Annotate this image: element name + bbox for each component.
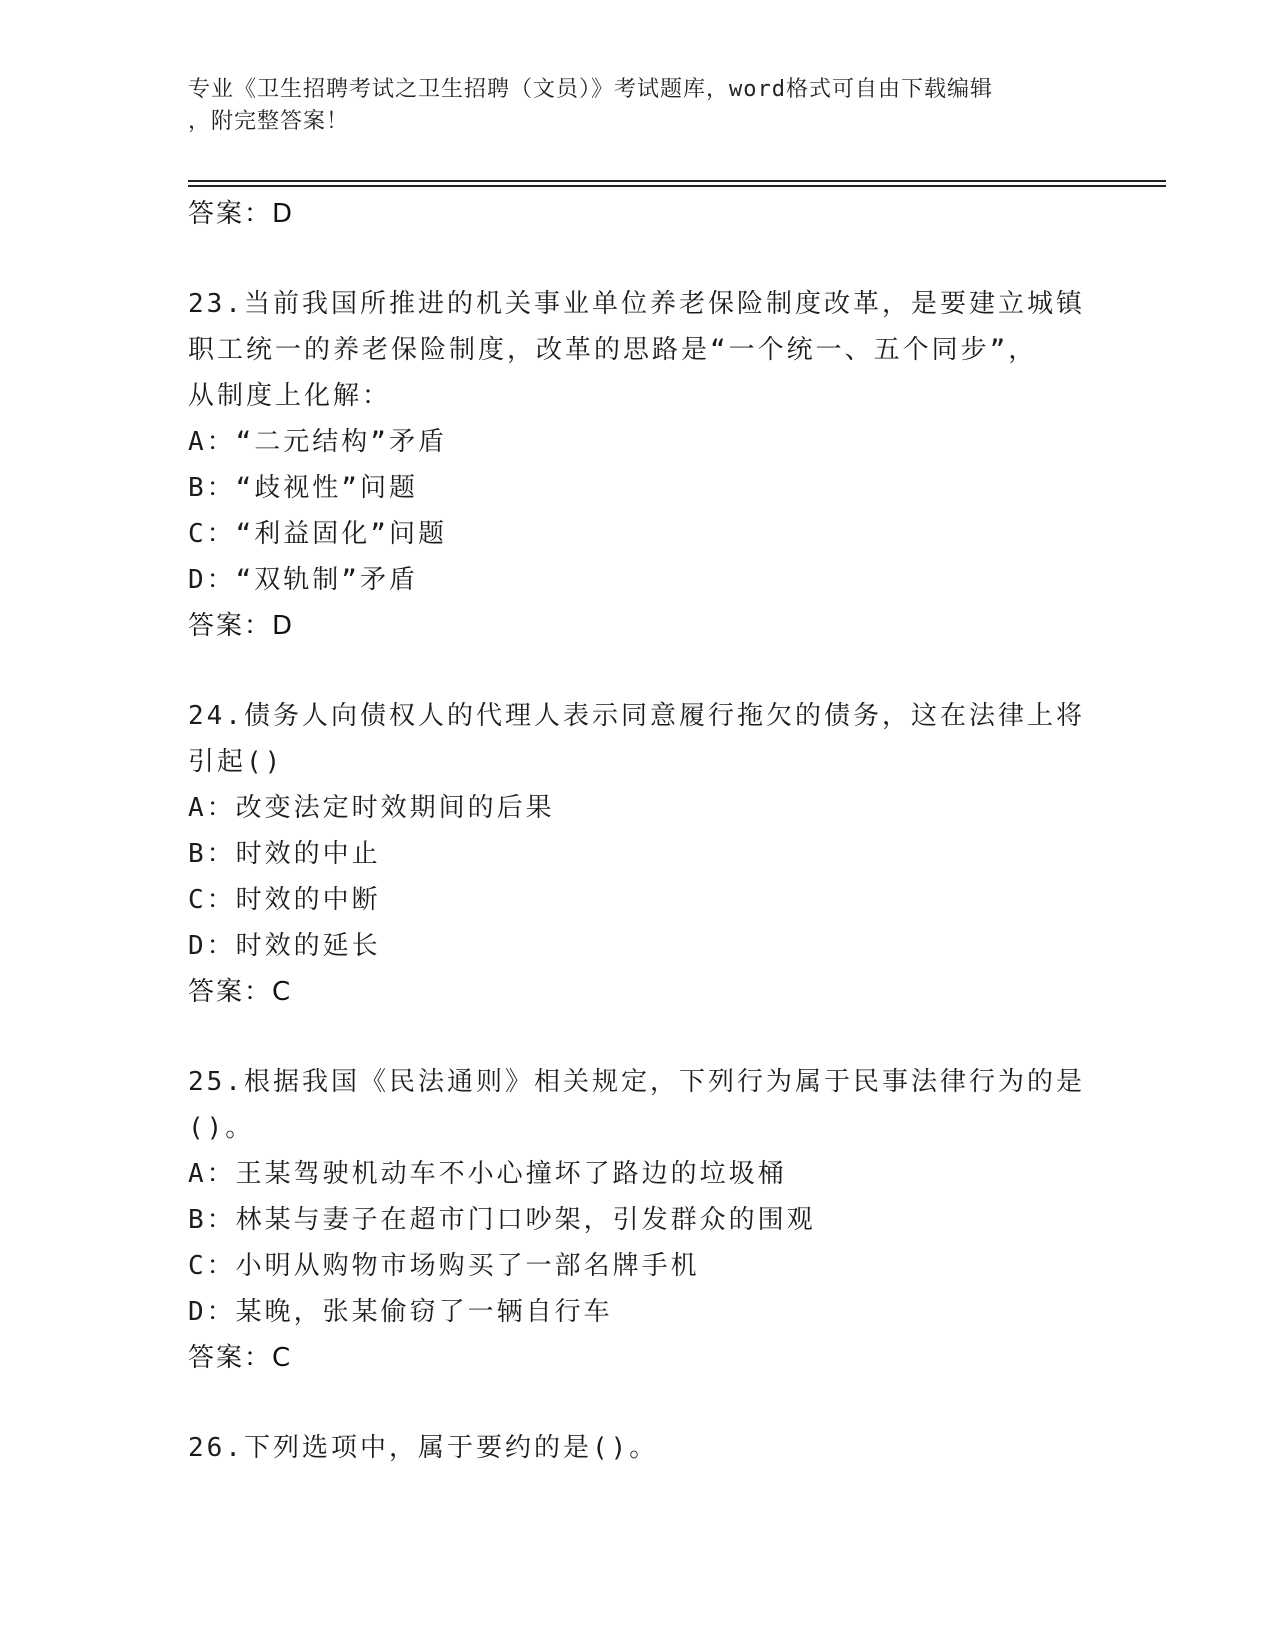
- option-d: D：某晚，张某偷窃了一辆自行车: [188, 1297, 613, 1327]
- header-divider-top: [188, 180, 1166, 182]
- option-a: A：王某驾驶机动车不小心撞坏了路边的垃圾桶: [188, 1159, 787, 1189]
- option-a: A：“二元结构”矛盾: [188, 427, 447, 457]
- question-text: 职工统一的养老保险制度，改革的思路是“一个统一、五个同步”，: [188, 335, 1038, 365]
- spacer: [188, 1015, 1088, 1059]
- question-text: 25.根据我国《民法通则》相关规定，下列行为属于民事法律行为的是: [188, 1067, 1085, 1097]
- question-text: 从制度上化解：: [188, 381, 392, 411]
- option-d: D：“双轨制”矛盾: [188, 565, 418, 595]
- question-text: 24.债务人向债权人的代理人表示同意履行拖欠的债务，这在法律上将: [188, 701, 1085, 731]
- header-divider-bottom: [188, 185, 1166, 187]
- question-block: [188, 693, 1088, 1015]
- header-line-2: ，附完整答案！: [188, 109, 350, 134]
- question-text: 引起(): [188, 747, 284, 777]
- option-d: D：时效的延长: [188, 931, 381, 961]
- question-text: 23.当前我国所推进的机关事业单位养老保险制度改革，是要建立城镇: [188, 289, 1085, 319]
- answer-line: 答案：D: [188, 199, 295, 229]
- option-c: C：时效的中断: [188, 885, 381, 915]
- header-line-1: 专业《卫生招聘考试之卫生招聘（文员）》考试题库，word格式可自由下载编辑: [188, 77, 993, 102]
- answer-line: 答案：D: [188, 611, 295, 641]
- spacer: [188, 649, 1088, 693]
- option-b: B：“歧视性”问题: [188, 473, 418, 503]
- question-block: [188, 281, 1088, 649]
- option-b: B：时效的中止: [188, 839, 381, 869]
- question-text: ()。: [188, 1113, 255, 1143]
- spacer: [188, 1381, 1088, 1425]
- question-text: 26.下列选项中，属于要约的是()。: [188, 1433, 659, 1463]
- document-body: [188, 191, 1088, 1471]
- question-block: [188, 1425, 1088, 1471]
- option-a: A：改变法定时效期间的后果: [188, 793, 555, 823]
- document-header: [188, 74, 1088, 138]
- option-c: C：“利益固化”问题: [188, 519, 447, 549]
- spacer: [188, 237, 1088, 281]
- option-c: C：小明从购物市场购买了一部名牌手机: [188, 1251, 700, 1281]
- answer-line: 答案：C: [188, 1343, 293, 1373]
- answer-line: 答案：C: [188, 977, 293, 1007]
- option-b: B：林某与妻子在超市门口吵架，引发群众的围观: [188, 1205, 816, 1235]
- question-block: [188, 1059, 1088, 1381]
